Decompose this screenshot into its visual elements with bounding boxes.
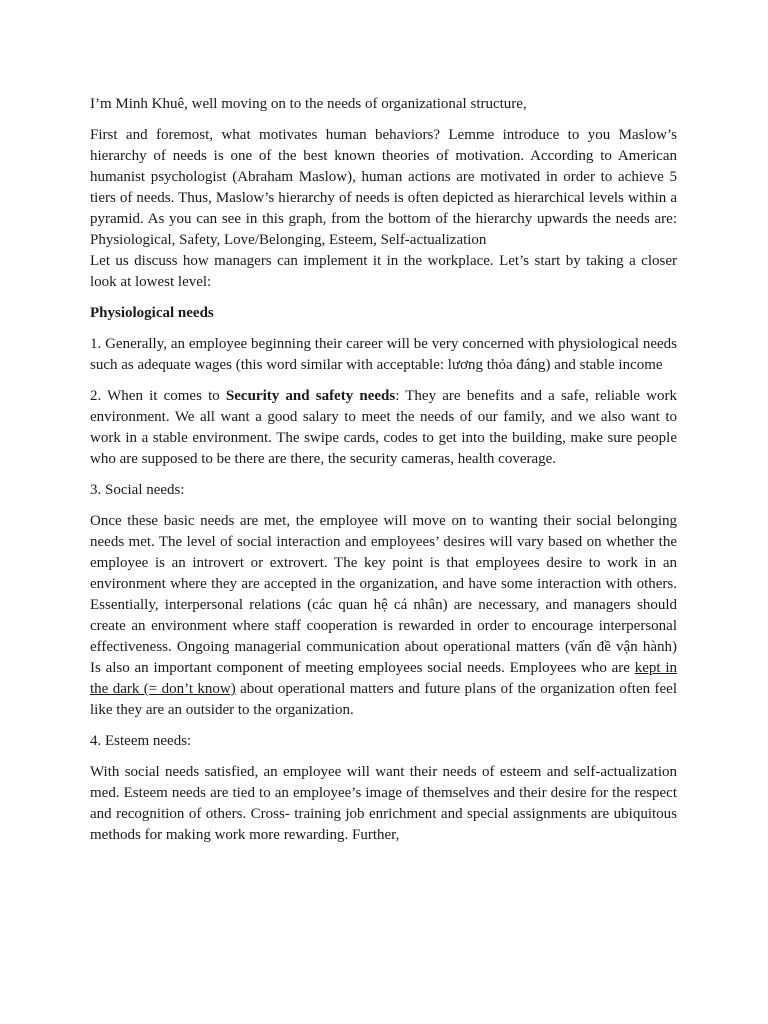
item2-paragraph <box>90 386 677 470</box>
item3-heading: 3. Social needs: <box>90 482 185 498</box>
discuss-paragraph: Let us discuss how managers can implement it in the workplace. Let’s start by taking a closer look at lowest level: <box>90 253 677 290</box>
social-text-after: about operational matters and future plans of the organization often feel like they are an outsider to the organization. <box>90 681 678 718</box>
social-paragraph <box>90 511 677 721</box>
maslow-paragraph: First and foremost, what motivates human behaviors? Lemme introduce to you Maslow’s hierarchy of needs is one of the best known theories of motivation. According to American humanist psychologist (Abraham Maslow), human actions are motivated in order to achieve 5 tiers of needs. Thus, Maslow’s hierarchy of needs is often depicted as hierarchical levels within a pyramid. As you can see in this graph, from the bottom of the hierarchy upwards the needs are: Physiological, Safety, Love/Belonging, Esteem, Self-actualization <box>90 127 677 248</box>
physiological-heading: Physiological needs <box>90 305 214 321</box>
item2-prefix: 2. When it comes to <box>90 388 226 404</box>
document-page <box>90 94 677 856</box>
item2-rest: : They are benefits and a safe, reliable work environment. We all want a good salary to meet the needs of our family, and we also want to work in a stable environment. The swipe cards, codes to get into the building, make sure people who are supposed to be there are there, the security cameras, health coverage. <box>90 388 677 467</box>
security-safety-label: Security and safety needs <box>225 388 396 404</box>
item1-paragraph: 1. Generally, an employee beginning their career will be very concerned with physiological needs such as adequate wages (this word similar with acceptable: lương thỏa đáng) and stable income <box>90 336 677 373</box>
kept-in-dark-phrase: kept in the dark (= don’t know) <box>90 660 677 697</box>
esteem-paragraph: With social needs satisfied, an employee will want their needs of esteem and self-actualization med. Esteem needs are tied to an employee’s image of themselves and their desire for the respect and recognition of others. Cross- training job enrichment and special assignments are ubiquitous methods for making work more rewarding. Further, <box>90 764 677 843</box>
social-text-before: Once these basic needs are met, the employee will move on to wanting their social belonging needs met. The level of social interaction and employees’ desires will vary based on whether the employee is an introvert or extrovert. The key point is that employees desire to work in an environment where they are accepted in the organization, and have some interaction with others. Essentially, interpersonal relations (các quan hệ cá nhân) are necessary, and managers should create an environment where staff cooperation is rewarded in order to encourage interpersonal effectiveness. Ongoing managerial communication about operational matters (vấn đề vận hành) Is also an important component of meeting employees social needs. Employees who are <box>90 513 677 676</box>
intro-paragraph: I’m Minh Khuê, well moving on to the needs of organizational structure, <box>90 96 527 112</box>
item4-heading: 4. Esteem needs: <box>90 733 192 749</box>
